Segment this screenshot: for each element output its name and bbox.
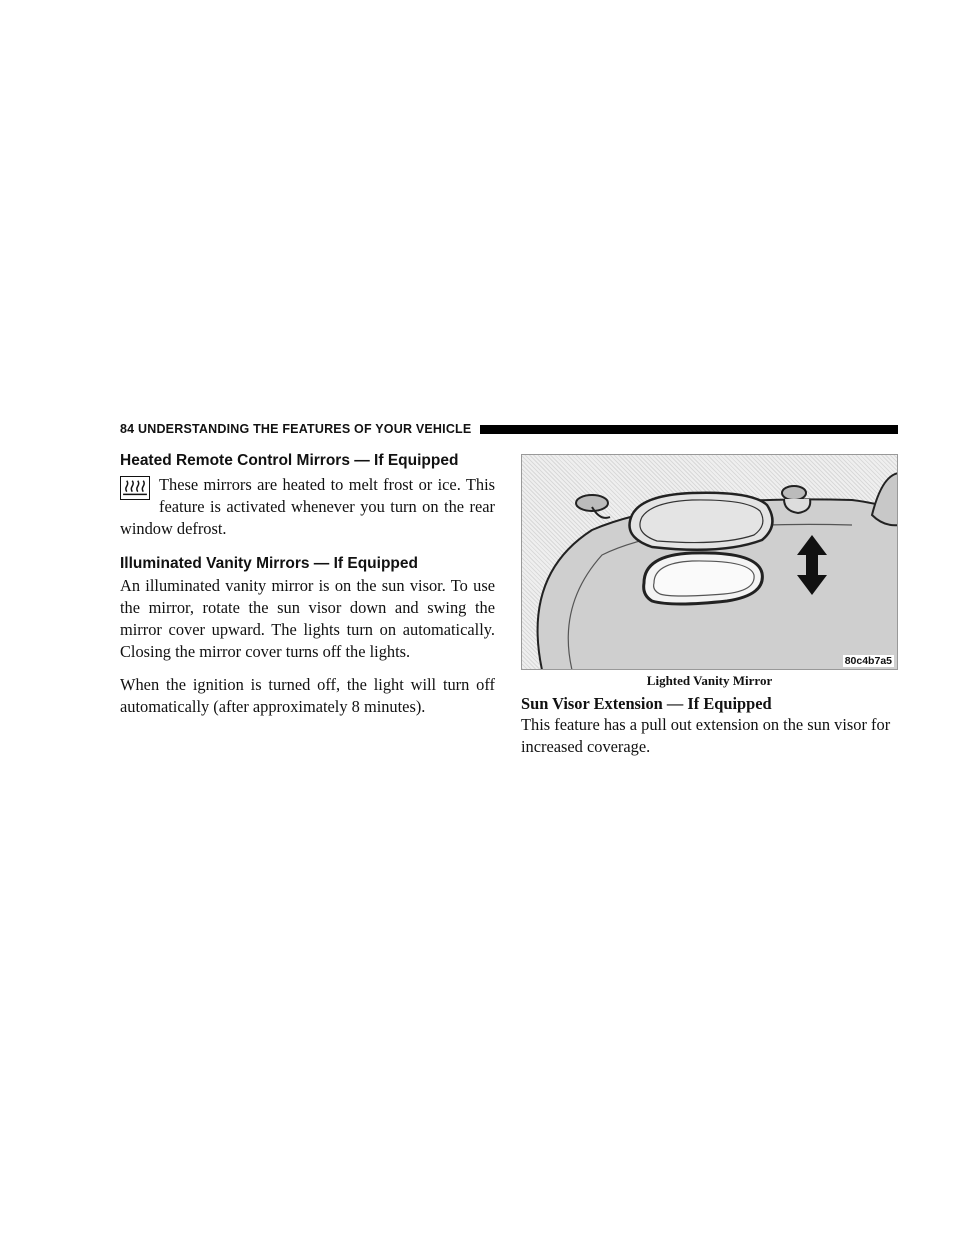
page-number: 84 xyxy=(120,422,135,436)
vanity-mirror-illustration xyxy=(521,454,898,670)
vanity-mirrors-text-2: When the ignition is turned off, the light will turn off automatically (after approximately 8 minutes). xyxy=(120,675,495,716)
section-title: UNDERSTANDING THE FEATURES OF YOUR VEHICLE xyxy=(138,422,472,436)
figure-code: 80c4b7a5 xyxy=(844,655,892,667)
page-header xyxy=(120,421,898,439)
sun-visor-text: This feature has a pull out extension on the sun visor for increased coverage. xyxy=(521,715,891,756)
left-column xyxy=(120,451,495,718)
sun-visor-drawing xyxy=(522,455,898,670)
rear-defrost-icon xyxy=(120,476,150,500)
heated-mirrors-section xyxy=(120,474,495,540)
header-text xyxy=(120,422,479,436)
figure-caption: Lighted Vanity Mirror xyxy=(646,673,773,688)
vanity-mirrors-text-1: An illuminated vanity mirror is on the sun visor. To use the mirror, rotate the sun visor down and swing the mirror cover upward. The lights turn on automatically. Closing the mirror cover turns off the lights. xyxy=(120,576,495,661)
heated-mirrors-heading: Heated Remote Control Mirrors — If Equipped xyxy=(120,452,459,469)
right-column xyxy=(521,454,898,758)
sun-visor-heading: Sun Visor Extension — If Equipped xyxy=(521,694,772,713)
heated-mirrors-text: These mirrors are heated to melt frost or ice. This feature is activated whenever you turn on the rear window defrost. xyxy=(120,475,495,538)
header-rule xyxy=(480,425,898,434)
vanity-mirrors-heading: Illuminated Vanity Mirrors — If Equipped xyxy=(120,555,418,572)
